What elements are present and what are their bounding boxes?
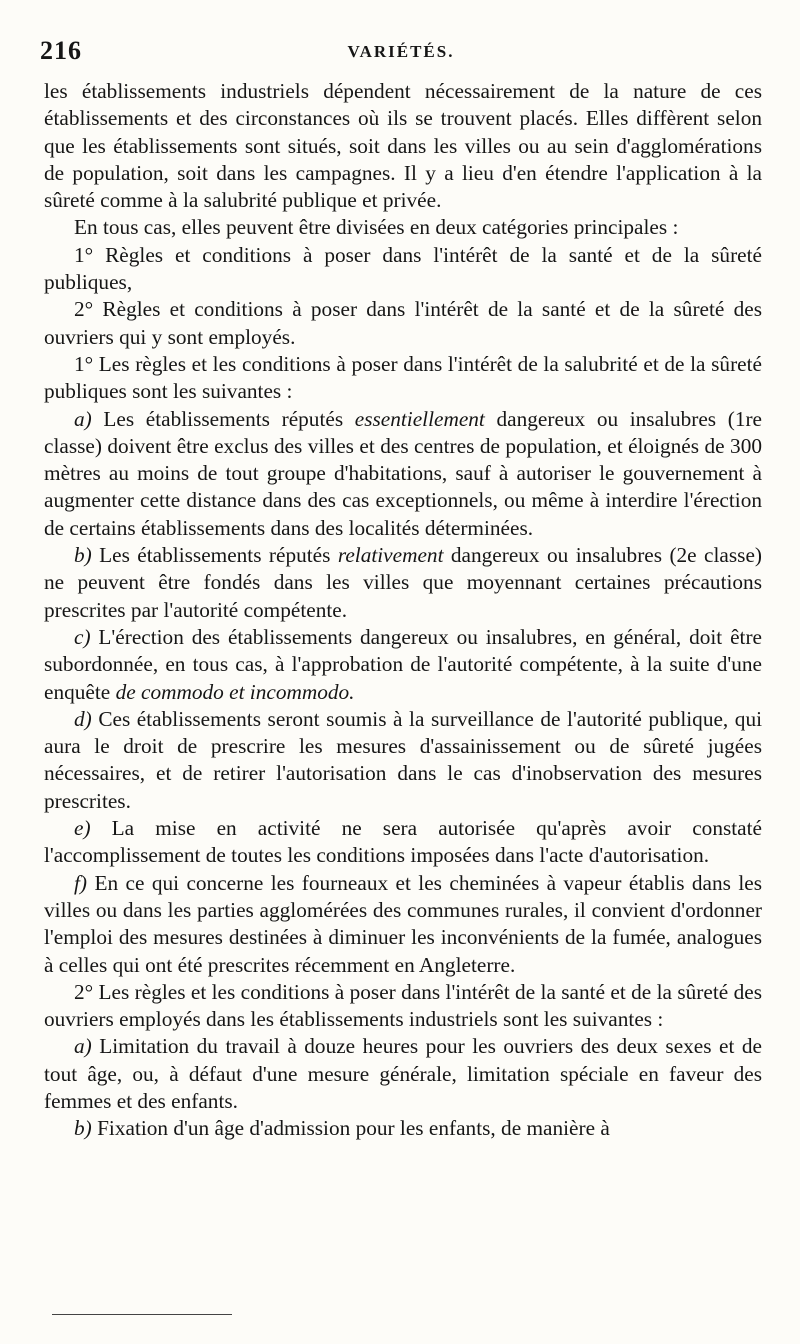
list-item [44,542,762,624]
item-text: dangereux ou insalubres (1re classe) doivent être exclus des villes et des centres de population, et éloignés de 300 mètres au moins de tout groupe d'habitations, sauf à autoriser le gouvernement à augmenter cette distance dans des cas exceptionnels, ou même à interdire l'érection de certains établissements dans des localités déterminées. [44,406,763,540]
item-letter: e) [74,816,91,841]
item-letter: b) [74,1116,92,1141]
paragraph: 2° Les règles et les conditions à poser dans l'intérêt de la santé et de la sûreté des ouvriers employés dans les établissements industriels sont les suivantes : [44,979,762,1032]
item-text: Fixation d'un âge d'admission pour les enfants, de manière à [97,1116,610,1141]
page-number: 216 [40,36,82,65]
item-text: La mise en activité ne sera autorisée qu'après avoir constaté l'accomplissement de toutes les conditions imposées dans l'acte d'autorisation. [44,816,763,868]
list-item [44,406,762,542]
list-item [44,1115,762,1142]
list-item [44,815,762,870]
item-emphasis: essentiellement [354,406,485,431]
item-letter: d) [74,706,92,731]
running-head [40,36,762,76]
item-text: L'érection des établissements dangereux ou insalubres, en général, doit être subordonnée, en tous cas, à l'approbation de l'autorité compétente, à la suite d'une enquête [44,624,762,704]
item-text: En ce qui concerne les fourneaux et les cheminées à vapeur établis dans les villes ou dans les parties agglomérées des communes rurales, il convient d'ordonner l'emploi des mesures destinées à diminuer les inconvénients de la fumée, analogues à celles qui ont été prescrites récemment en Angleterre. [44,870,762,977]
running-title: VARIÉTÉS. [347,42,455,61]
item-emphasis: relativement [337,543,444,568]
item-letter: f) [74,870,88,895]
item-letter: a) [74,1034,92,1059]
paragraph: En tous cas, elles peuvent être divisées en deux catégories principales : [74,215,679,240]
footnote-rule [52,1314,232,1315]
paragraph: 2° Règles et conditions à poser dans l'intérêt de la santé et de la sûreté des ouvriers qui y sont employés. [44,297,762,349]
item-text: Les établissements réputés [103,406,344,431]
item-text: Limitation du travail à douze heures pour les ouvriers des deux sexes et de tout âge, ou, à défaut d'une mesure générale, limitation spéciale en faveur des femmes et des enfants. [44,1034,762,1113]
list-item [44,706,762,815]
body-text [44,78,762,1143]
paragraph: les établissements industriels dépendent nécessairement de la nature de ces établissements et des circonstances où ils se trouvent placés. Elles diffèrent selon que les établissements sont situés, soit dans les villes ou au sein d'agglomérations de population, soit dans les campagnes. Il y a lieu d'en étendre l'application à la sûreté comme à la salubrité publique et privée. [44,79,762,213]
item-letter: c) [74,624,91,649]
item-text: Ces établissements seront soumis à la surveillance de l'autorité publique, qui aura le droit de prescrire les mesures d'assainissement ou de sûreté jugées nécessaires, et de retirer l'autorisation dans le cas d'inobservation des mesures prescrites. [44,706,763,813]
item-text: Les établissements réputés [99,543,331,568]
item-letter: a) [74,406,92,431]
item-emphasis: de commodo et incommodo. [115,679,355,704]
item-text: dangereux ou insalubres (2e classe) ne peuvent être fondés dans les villes que moyennant certaines précautions prescrites par l'autorité compétente. [44,543,762,622]
list-item [44,870,762,979]
paragraph: 1° Les règles et les conditions à poser dans l'intérêt de la salubrité et de la sûreté publiques sont les suivantes : [44,351,762,404]
list-item [44,1033,762,1115]
item-letter: b) [74,543,92,568]
list-item [44,624,762,706]
paragraph: 1° Règles et conditions à poser dans l'intérêt de la santé et de la sûreté publiques, [44,242,762,295]
